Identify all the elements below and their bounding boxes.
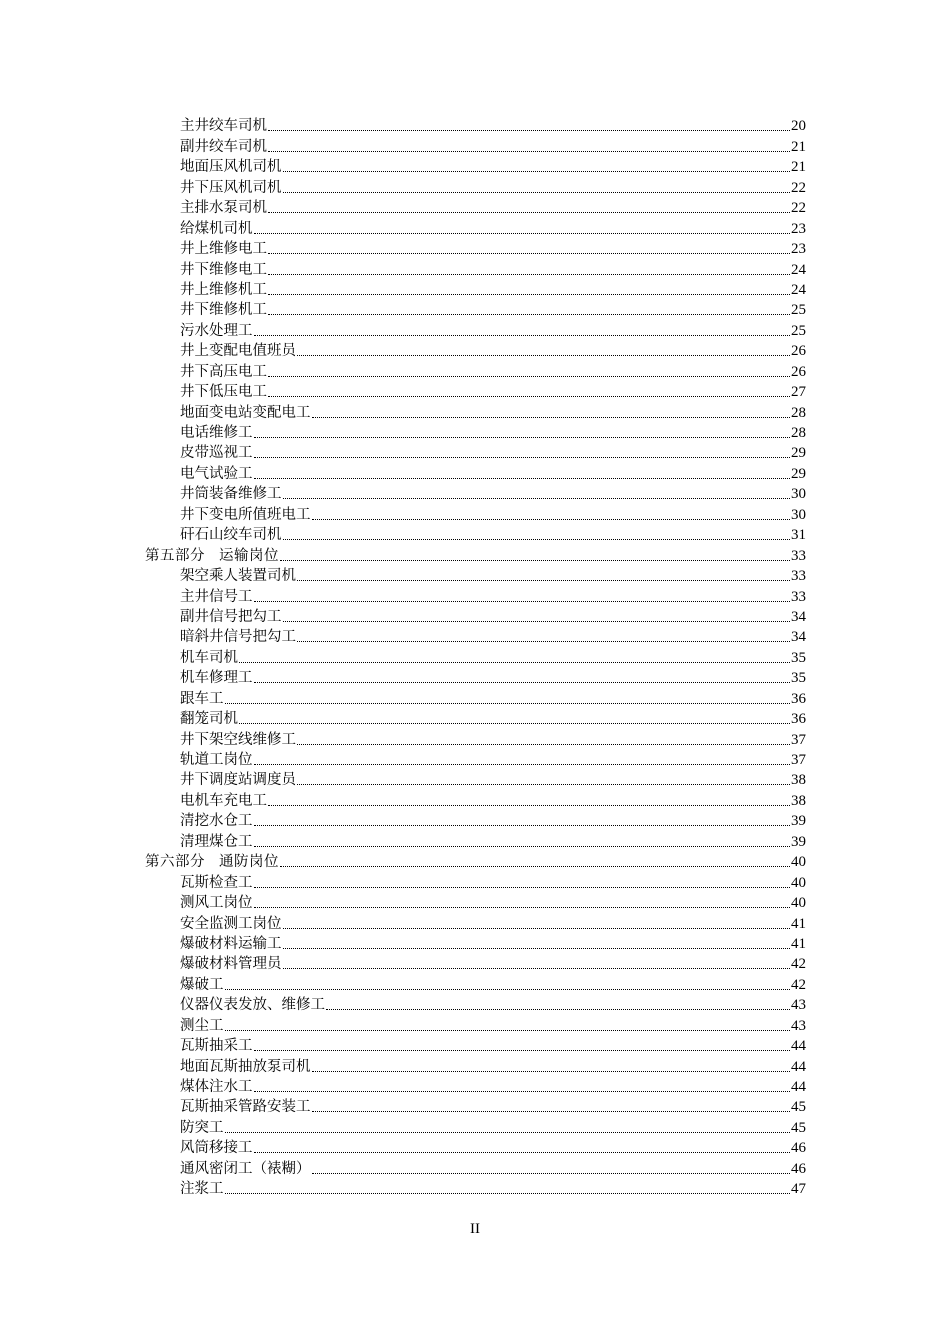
dot-leader [254,1050,791,1051]
toc-entry-page-number: 26 [791,343,806,360]
dot-leader [268,274,790,275]
toc-entry-title [180,403,311,423]
dot-leader [225,1132,791,1133]
toc-entry-title-text: 主排水泵司机 [180,200,267,217]
toc-entry-title-text: 电气试验工 [180,465,253,482]
toc-entry[interactable] [145,177,806,197]
toc-entry-title [180,178,282,198]
toc-entry-title [180,1138,253,1158]
toc-entry-title [180,914,282,934]
toc-entry[interactable] [145,1056,806,1076]
dot-leader [297,355,790,356]
toc-entry-title [180,607,282,627]
toc-entry-title [145,546,279,566]
toc-entry-title [180,443,253,463]
toc-entry-title [180,1159,311,1179]
toc-entry-title [180,1057,311,1077]
toc-entry[interactable] [145,402,806,422]
toc-entry-page-number: 35 [791,649,806,666]
toc-entry-page-number: 40 [791,895,806,912]
dot-leader [254,846,791,847]
toc-entry-page-number: 40 [791,854,806,871]
toc-entry-page-number: 38 [791,792,806,809]
toc-entry-title [145,852,279,872]
dot-leader [268,130,790,131]
toc-entry-title [180,873,253,893]
toc-entry-page-number: 34 [791,629,806,646]
dot-leader [297,744,790,745]
toc-entry[interactable] [145,627,806,647]
toc-entry-title [180,219,253,239]
toc-entry-title-text: 清挖水仓工 [180,813,253,830]
toc-entry-title-text: 瓦斯检查工 [180,874,253,891]
toc-entry[interactable] [145,1077,806,1097]
toc-entry-title [180,893,253,913]
toc-entry-title-text: 井下低压电工 [180,384,267,401]
dot-leader [268,253,790,254]
toc-entry-title [180,341,296,361]
toc-entry-title-text: 瓦斯抽采工 [180,1038,253,1055]
toc-entry-page-number: 44 [791,1038,806,1055]
toc-entry[interactable] [145,1097,806,1117]
toc-entry-page-number: 44 [791,1079,806,1095]
toc-entry-page-number: 22 [791,200,806,217]
toc-entry[interactable] [145,198,806,218]
toc-entry-title-text: 给煤机司机 [180,220,253,237]
toc-entry[interactable] [145,893,806,913]
toc-entry-page-number: 38 [791,772,806,789]
toc-entry-title-text: 矸石山绞车司机 [180,527,282,544]
toc-entry-title-text: 井上变配电值班员 [180,343,296,360]
dot-leader [225,1193,791,1194]
toc-entry[interactable] [145,504,806,524]
toc-entry-title [180,1077,253,1097]
dot-leader [254,437,791,438]
toc-entry[interactable] [145,280,806,300]
toc-entry-page-number: 24 [791,261,806,278]
dot-leader [239,662,790,663]
dot-leader [283,498,791,499]
dot-leader [326,1009,790,1010]
toc-entry-title [180,1118,224,1138]
dot-leader [254,1152,791,1153]
toc-entry[interactable] [145,259,806,279]
toc-entry-title-text: 第六部分 [145,854,205,871]
toc-entry-page-number: 43 [791,997,806,1014]
toc-entry[interactable] [145,729,806,749]
toc-entry[interactable] [145,954,806,974]
toc-entry[interactable] [145,872,806,892]
toc-entry[interactable] [145,1015,806,1035]
dot-leader [312,1111,791,1112]
toc-entry-title [180,627,296,647]
toc-entry-title [180,321,253,341]
toc-entry-page-number: 46 [791,1140,806,1157]
dot-leader [283,968,791,969]
toc-entry-title-text: 井下维修电工 [180,261,267,278]
dot-leader [283,539,791,540]
toc-entry-page-number: 37 [791,752,806,768]
toc-entry-title [180,730,296,750]
toc-entry-page-number: 30 [791,506,806,523]
toc-entry-page-number: 46 [791,1160,806,1177]
toc-entry-title [180,362,267,382]
dot-leader [312,1173,791,1174]
toc-entry[interactable] [145,607,806,627]
toc-entry-title [180,709,238,729]
toc-entry[interactable] [145,382,806,402]
dot-leader [297,641,790,642]
toc-entry-page-number: 39 [791,833,806,850]
toc-section-heading[interactable] [145,852,806,872]
toc-entry[interactable] [145,239,806,259]
toc-entry-title [180,484,282,504]
dot-leader [283,948,791,949]
dot-leader [297,580,790,581]
toc-entry-title-text: 瓦斯抽采管路安装工 [180,1099,311,1116]
dot-leader [312,417,791,418]
dot-leader [239,723,790,724]
toc-entry-page-number: 47 [791,1181,806,1198]
toc-entry[interactable] [145,566,806,586]
toc-entry[interactable] [145,770,806,790]
dot-leader [254,887,791,888]
dot-leader [225,1030,791,1031]
toc-entry-title-text: 地面瓦斯抽放泵司机 [180,1058,311,1075]
dot-leader [280,866,790,867]
toc-entry-title-text: 清理煤仓工 [180,833,253,850]
toc-entry-title [180,811,253,831]
toc-entry-title [180,280,267,300]
toc-entry-title [180,791,267,811]
toc-entry-title-text: 污水处理工 [180,322,253,339]
dot-leader [254,764,791,765]
toc-entry[interactable] [145,647,806,667]
toc-entry-title [180,260,267,280]
toc-entry-title [180,587,253,607]
toc-entry-title [180,423,253,443]
toc-entry-title [180,648,238,668]
toc-entry-page-number: 35 [791,670,806,687]
toc-entry[interactable] [145,1138,806,1158]
toc-entry-page-number: 24 [791,281,806,298]
toc-entry-title [180,239,267,259]
toc-entry-page-number: 31 [791,527,806,544]
toc-entry-page-number: 41 [791,935,806,952]
toc-section-name: 运输岗位 [219,547,279,564]
toc-entry-page-number: 20 [791,118,806,135]
toc-entry-title-text: 井下压风机司机 [180,179,282,196]
dot-leader [297,784,790,785]
toc-entry[interactable] [145,300,806,320]
dot-leader [268,805,790,806]
toc-entry[interactable] [145,157,806,177]
toc-entry-page-number: 44 [791,1058,806,1075]
toc-entry-title-text: 井下架空线维修工 [180,731,296,748]
toc-section-heading[interactable] [145,545,806,565]
toc-entry[interactable] [145,463,806,483]
toc-entry-page-number: 22 [791,179,806,196]
dot-leader [225,989,791,990]
dot-leader [283,192,791,193]
toc-entry-title-text: 风筒移接工 [180,1140,253,1157]
toc-entry-title [180,525,282,545]
toc-entry-page-number: 40 [791,874,806,891]
toc-entry[interactable] [145,1179,806,1199]
toc-entry-title [180,954,282,974]
toc-entry-page-number: 36 [791,690,806,707]
dot-leader [254,233,791,234]
toc-entry-page-number: 39 [791,813,806,830]
toc-entry-title [180,566,296,586]
toc-entry-page-number: 43 [791,1017,806,1034]
toc-entry-title-text: 井下高压电工 [180,363,267,380]
toc-entry-page-number: 21 [791,159,806,176]
toc-entry-title [180,689,224,709]
toc-entry-page-number: 41 [791,915,806,932]
toc-entry-title-text: 测风工岗位 [180,895,253,912]
toc-entry[interactable] [145,790,806,810]
toc-entry-title [180,668,253,688]
toc-entry-title-text: 暗斜井信号把勾工 [180,629,296,646]
toc-entry-page-number: 21 [791,138,806,155]
dot-leader [283,621,791,622]
toc-entry-page-number: 33 [791,568,806,585]
toc-entry-page-number: 37 [791,731,806,748]
toc-entry[interactable] [145,525,806,545]
toc-entry-page-number: 36 [791,711,806,728]
dot-leader [225,703,791,704]
toc-entry-title [180,1097,311,1117]
toc-entry-title [180,832,253,852]
toc-entry-page-number: 42 [791,976,806,993]
toc-entry-title [180,198,267,218]
toc-entry-title-text: 轨道工岗位 [180,752,253,768]
toc-entry-page-number: 28 [791,404,806,421]
toc-entry-page-number: 28 [791,425,806,441]
toc-entry-title-text: 测尘工 [180,1017,224,1034]
toc-entry-title-text: 井筒装备维修工 [180,486,282,503]
dot-leader [283,171,791,172]
toc-entry-title-text: 地面压风机司机 [180,159,282,176]
toc-entry-title [180,1036,253,1056]
toc-entry-title-text: 通风密闭工（裱糊） [180,1160,311,1177]
dot-leader [268,314,790,315]
dot-leader [254,1091,791,1092]
table-of-contents [145,116,806,1199]
toc-entry[interactable] [145,423,806,443]
toc-entry[interactable] [145,586,806,606]
toc-entry-title-text: 主井绞车司机 [180,118,267,135]
toc-entry-title [180,505,311,525]
toc-entry-page-number: 23 [791,241,806,258]
toc-entry-title-text: 井下维修机工 [180,302,267,319]
toc-entry-page-number: 45 [791,1119,806,1136]
dot-leader [312,1071,791,1072]
toc-entry-title-text: 第五部分 [145,547,205,564]
toc-entry-title [180,1179,224,1199]
toc-entry-page-number: 33 [791,547,806,564]
toc-entry-title-text: 煤体注水工 [180,1079,253,1095]
toc-entry[interactable] [145,361,806,381]
toc-entry-page-number: 33 [791,588,806,605]
toc-entry[interactable] [145,974,806,994]
dot-leader [254,478,791,479]
toc-entry-title-text: 井下变电所值班电工 [180,506,311,523]
toc-entry-title-text: 仪器仪表发放、维修工 [180,997,325,1014]
toc-entry[interactable] [145,1158,806,1178]
toc-entry-title-text: 副井信号把勾工 [180,608,282,625]
toc-entry[interactable] [145,443,806,463]
toc-entry[interactable] [145,1117,806,1137]
toc-entry-page-number: 25 [791,302,806,319]
toc-entry-title [180,770,296,790]
toc-entry-title [180,995,325,1015]
toc-entry-page-number: 42 [791,956,806,973]
toc-entry[interactable] [145,750,806,770]
dot-leader [254,682,791,683]
toc-entry-title-text: 注浆工 [180,1181,224,1198]
toc-entry[interactable] [145,484,806,504]
dot-leader [254,907,791,908]
toc-entry-title-text: 爆破工 [180,976,224,993]
toc-entry-title [180,975,224,995]
toc-entry[interactable] [145,831,806,851]
toc-entry-title [180,157,282,177]
toc-entry-title [180,934,282,954]
toc-entry-title-text: 副井绞车司机 [180,138,267,155]
toc-entry-title [180,300,267,320]
toc-entry-title [180,464,253,484]
toc-entry-title-text: 架空乘人装置司机 [180,568,296,585]
dot-leader [254,457,791,458]
page-number: II [470,1221,480,1237]
toc-entry[interactable] [145,218,806,238]
toc-entry[interactable] [145,913,806,933]
toc-entry[interactable] [145,1036,806,1056]
toc-entry[interactable] [145,709,806,729]
toc-entry-page-number: 29 [791,445,806,462]
toc-entry-title-text: 机车修理工 [180,670,253,687]
toc-entry-title [180,1016,224,1036]
toc-entry-title-text: 井上维修机工 [180,281,267,298]
toc-entry-title-text: 皮带巡视工 [180,445,253,462]
toc-entry-title [180,137,267,157]
toc-entry[interactable] [145,116,806,136]
toc-entry[interactable] [145,668,806,688]
toc-entry-title-text: 安全监测工岗位 [180,915,282,932]
toc-entry-page-number: 25 [791,322,806,339]
dot-leader [254,335,791,336]
toc-entry-title-text: 井上维修电工 [180,241,267,258]
toc-entry-title-text: 电话维修工 [180,425,253,441]
toc-entry-title-text: 电机车充电工 [180,792,267,809]
dot-leader [268,212,790,213]
dot-leader [268,376,790,377]
toc-entry-title [180,750,253,770]
toc-entry-page-number: 45 [791,1099,806,1116]
dot-leader [268,151,790,152]
dot-leader [280,560,790,561]
toc-section-name: 通防岗位 [219,854,279,871]
toc-entry-page-number: 30 [791,486,806,503]
toc-entry-title-text: 井下调度站调度员 [180,772,296,789]
dot-leader [268,294,790,295]
toc-entry[interactable] [145,341,806,361]
toc-entry-page-number: 26 [791,363,806,380]
toc-entry[interactable] [145,934,806,954]
dot-leader [254,601,791,602]
toc-entry-title-text: 爆破材料管理员 [180,956,282,973]
dot-leader [254,825,791,826]
toc-entry-page-number: 23 [791,220,806,237]
toc-entry-title-text: 机车司机 [180,649,238,666]
toc-entry[interactable] [145,688,806,708]
toc-entry-title-text: 主井信号工 [180,588,253,605]
dot-leader [312,519,791,520]
toc-entry[interactable] [145,320,806,340]
toc-entry-page-number: 34 [791,608,806,625]
toc-entry[interactable] [145,136,806,156]
toc-entry-title-text: 防突工 [180,1119,224,1136]
toc-entry-title-text: 地面变电站变配电工 [180,404,311,421]
toc-entry-title-text: 跟车工 [180,690,224,707]
toc-entry[interactable] [145,811,806,831]
toc-entry-title-text: 爆破材料运输工 [180,935,282,952]
dot-leader [268,396,790,397]
toc-entry-title [180,116,267,136]
toc-entry-page-number: 29 [791,465,806,482]
toc-entry-page-number: 27 [791,384,806,401]
toc-entry-title-text: 翻笼司机 [180,711,238,728]
dot-leader [283,928,791,929]
toc-entry[interactable] [145,995,806,1015]
toc-entry-title [180,382,267,402]
